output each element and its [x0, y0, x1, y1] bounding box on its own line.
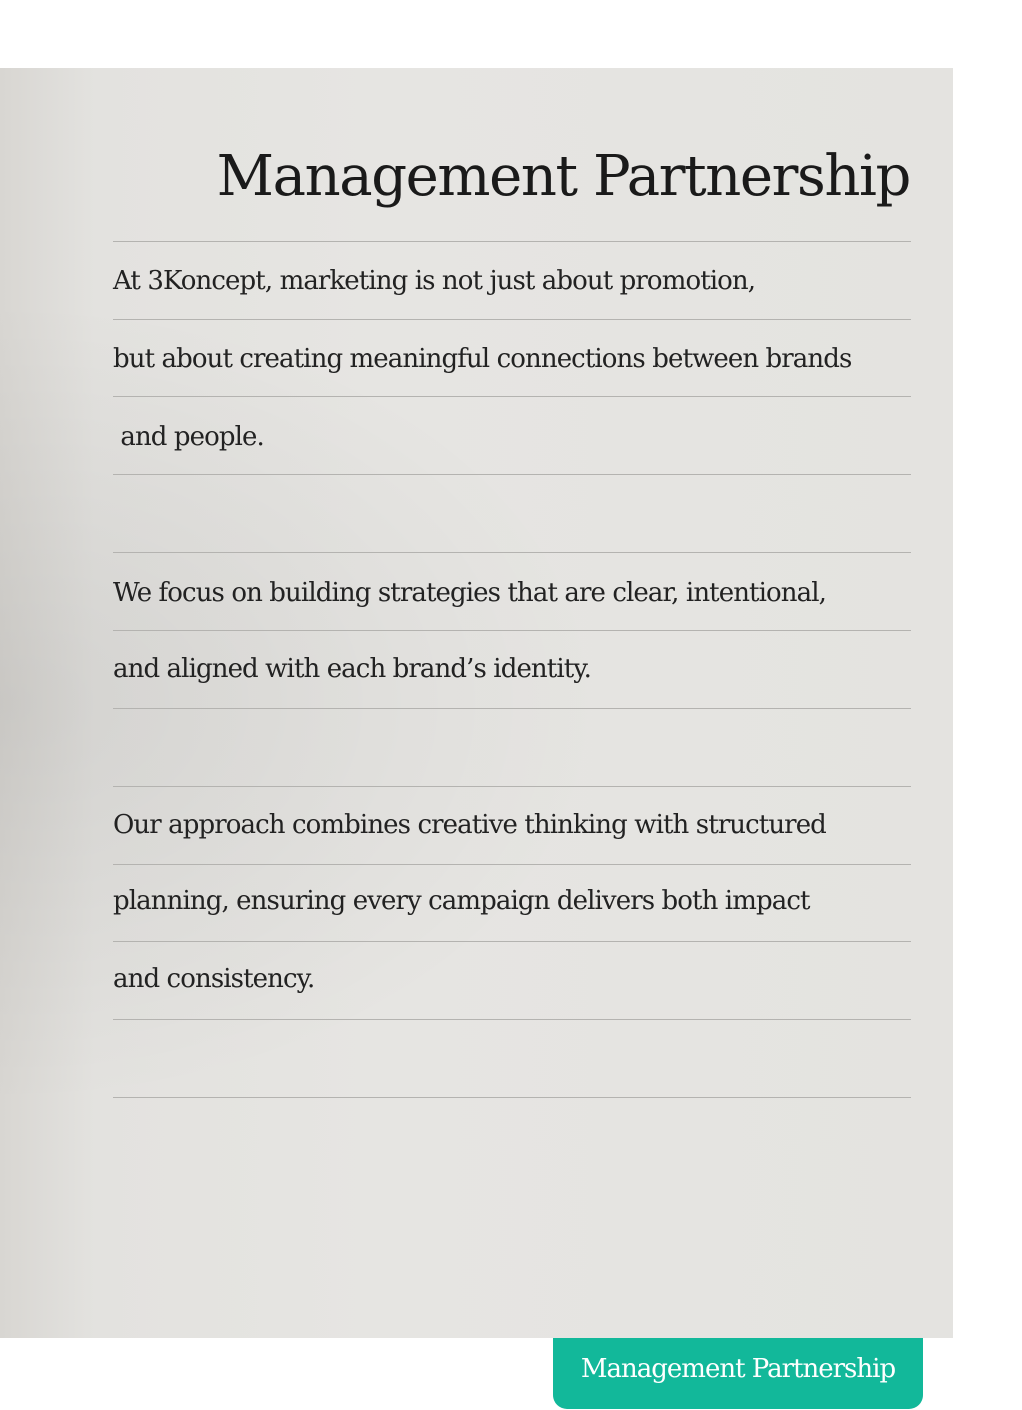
page-title: Management Partnership	[216, 144, 910, 209]
body-line: and aligned with each brand’s identity.	[113, 654, 591, 684]
ruled-line	[113, 241, 911, 242]
body-line: planning, ensuring every campaign delivers both impact	[113, 886, 810, 916]
body-line: Our approach combines creative thinking with structured	[113, 810, 826, 840]
body-line: but about creating meaningful connections between brands	[113, 344, 852, 374]
ruled-line	[113, 552, 911, 553]
ruled-line	[113, 786, 911, 787]
ruled-line	[113, 1019, 911, 1020]
ruled-line	[113, 864, 911, 865]
body-line: and consistency.	[113, 964, 315, 994]
notebook-page	[0, 68, 953, 1338]
ruled-line	[113, 630, 911, 631]
ruled-line	[113, 708, 911, 709]
section-tab[interactable]	[553, 1338, 923, 1409]
section-tab-label: Management Partnership	[580, 1354, 896, 1384]
body-line: We focus on building strategies that are clear, intentional,	[113, 578, 826, 608]
ruled-line	[113, 319, 911, 320]
ruled-line	[113, 474, 911, 475]
ruled-line	[113, 396, 911, 397]
ruled-line	[113, 941, 911, 942]
body-line: At 3Koncept, marketing is not just about promotion,	[113, 266, 756, 296]
ruled-line	[113, 1097, 911, 1098]
body-line: and people.	[113, 422, 264, 452]
